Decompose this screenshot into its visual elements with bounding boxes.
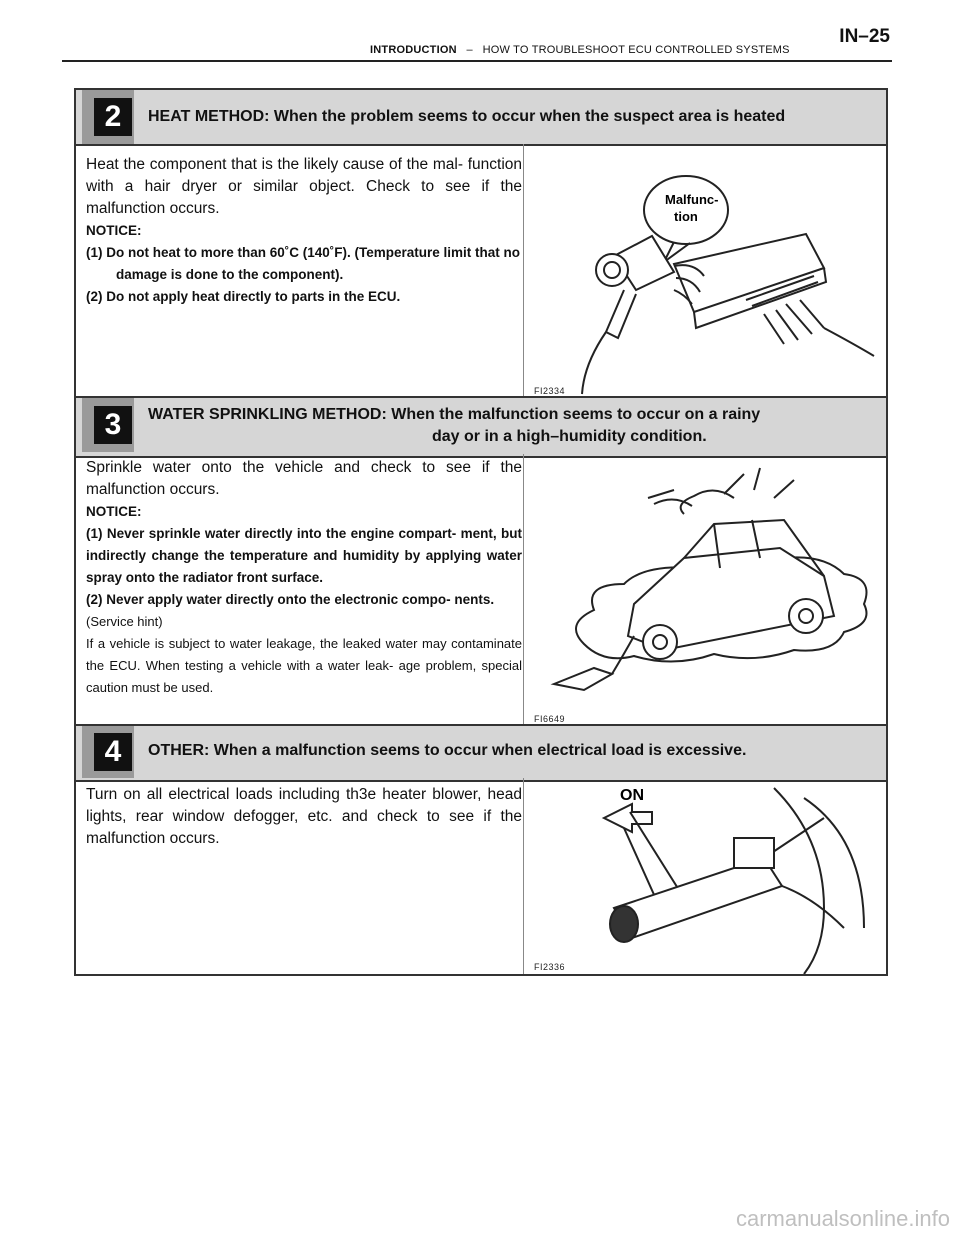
section-2-title: HEAT METHOD: When the problem seems to occur when the suspect area is heated [148,108,786,125]
header-rule [62,60,892,62]
section-4-text [86,784,522,850]
body-text: Turn on all electrical loads including th3e heater blower, head lights, rear window defogger, etc. and check to see if the malfunction occurs. [86,786,522,847]
notice-label: NOTICE: [86,223,142,238]
running-header [370,44,790,56]
section-2-header [76,90,886,146]
notice-item: (1) Never sprinkle water directly into the engine compart- ment, but indirectly change the temperature and humidity by applying water spray onto the radiator front surface. [86,526,522,585]
notice-label: NOTICE: [86,504,142,519]
water-sprinkling-car-figure [524,454,890,726]
figure-label: FI2334 [534,386,566,396]
figure-label: FI2336 [534,962,566,972]
watermark: carmanualsonline.info [735,1206,950,1231]
callout-text: Malfunc- [665,192,719,207]
hint-text: If a vehicle is subject to water leakage, the leaked water may contaminate the ECU. When testing a vehicle with a water leak- age problem, special caution must be used. [86,636,522,695]
service-hint [86,611,522,699]
header-separator: – [466,44,473,56]
notice-item: (2) Do not apply heat directly to parts in the ECU. [86,289,401,304]
section-3-title [148,404,760,448]
notice-block [86,220,522,308]
notice-item: (1) Do not heat to more than 60˚C (140˚F). (Temperature limit that no damage is done to the component). [86,245,521,282]
section-number-box [82,398,134,452]
section-2-text [86,154,522,308]
section-4-title: OTHER: When a malfunction seems to occur when electrical load is excessive. [148,742,747,759]
section-2-body [76,144,886,398]
figure-label: FI6649 [534,714,566,724]
figure-panel [523,144,886,398]
section-number-box [82,726,134,778]
page-number: IN–25 [839,26,890,47]
section-3-text [86,457,522,699]
notice-block [86,501,522,611]
section-number: 3 [94,406,132,444]
header-subsection: HOW TO TROUBLESHOOT ECU CONTROLLED SYSTEMS [482,44,790,56]
section-number-box [82,90,134,144]
hint-label: (Service hint) [86,614,163,629]
section-3-body [76,454,886,726]
callout-text: ON [620,787,644,804]
section-4-header [76,724,886,782]
figure-panel [523,778,886,974]
section-3-header [76,396,886,458]
headlight-switch-figure [524,778,890,974]
body-text: Sprinkle water onto the vehicle and check to see if the malfunction occurs. [86,459,522,498]
section-3-title-line2: day or in a high–humidity condition. [432,428,707,445]
header-section: INTRODUCTION [370,44,457,56]
section-4-body [76,778,886,974]
procedure-frame [74,88,888,976]
section-3-title-line1: WATER SPRINKLING METHOD: When the malfunction seems to occur on a rainy [148,406,761,423]
hair-dryer-figure [524,144,890,398]
body-text: Heat the component that is the likely cause of the mal- function with a hair dryer or similar object. Check to see if the malfunction occurs. [86,156,522,217]
figure-panel [523,454,886,726]
section-number: 2 [94,98,132,136]
notice-item: (2) Never apply water directly onto the electronic compo- nents. [86,592,495,607]
section-number: 4 [94,733,132,771]
callout-text: tion [674,209,698,224]
